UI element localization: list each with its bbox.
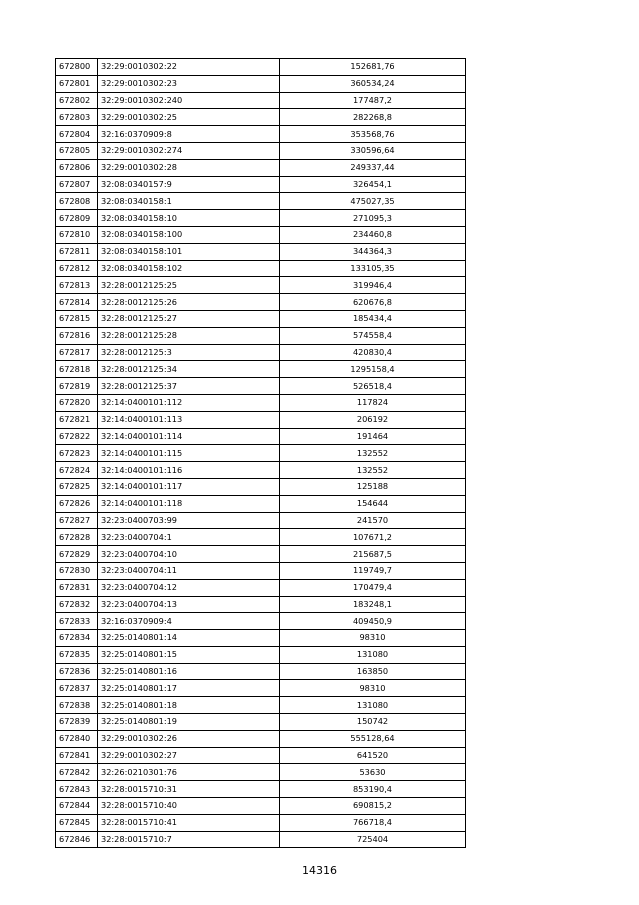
table-row bbox=[56, 613, 466, 630]
cadastral-number-cell: 32:14:0400101:116 bbox=[98, 462, 280, 479]
table-row bbox=[56, 798, 466, 815]
cadastral-number-cell: 32:29:0010302:22 bbox=[98, 59, 280, 76]
cadastral-number-cell: 32:25:0140801:16 bbox=[98, 663, 280, 680]
table-row bbox=[56, 680, 466, 697]
cadastral-number-cell: 32:08:0340158:1 bbox=[98, 193, 280, 210]
value-cell: 53630 bbox=[280, 764, 466, 781]
row-number-cell: 672808 bbox=[56, 193, 98, 210]
value-cell: 177487,2 bbox=[280, 92, 466, 109]
value-cell: 526518,4 bbox=[280, 378, 466, 395]
table-row bbox=[56, 277, 466, 294]
value-cell: 409450,9 bbox=[280, 613, 466, 630]
table-row bbox=[56, 495, 466, 512]
row-number-cell: 672825 bbox=[56, 478, 98, 495]
row-number-cell: 672831 bbox=[56, 579, 98, 596]
table-row bbox=[56, 142, 466, 159]
value-cell: 574558,4 bbox=[280, 327, 466, 344]
table-row bbox=[56, 814, 466, 831]
value-cell: 125188 bbox=[280, 478, 466, 495]
row-number-cell: 672832 bbox=[56, 596, 98, 613]
table-row bbox=[56, 445, 466, 462]
value-cell: 117824 bbox=[280, 394, 466, 411]
value-cell: 690815,2 bbox=[280, 798, 466, 815]
cadastral-number-cell: 32:28:0012125:28 bbox=[98, 327, 280, 344]
cadastral-number-cell: 32:08:0340158:101 bbox=[98, 243, 280, 260]
value-cell: 420830,4 bbox=[280, 344, 466, 361]
cadastral-number-cell: 32:28:0015710:31 bbox=[98, 781, 280, 798]
value-cell: 641520 bbox=[280, 747, 466, 764]
value-cell: 150742 bbox=[280, 714, 466, 731]
table-row bbox=[56, 109, 466, 126]
value-cell: 344364,3 bbox=[280, 243, 466, 260]
table-row bbox=[56, 562, 466, 579]
cadastral-number-cell: 32:16:0370909:8 bbox=[98, 126, 280, 143]
value-cell: 326454,1 bbox=[280, 176, 466, 193]
cadastral-number-cell: 32:16:0370909:4 bbox=[98, 613, 280, 630]
cadastral-number-cell: 32:08:0340158:100 bbox=[98, 226, 280, 243]
row-number-cell: 672820 bbox=[56, 394, 98, 411]
cadastral-number-cell: 32:29:0010302:27 bbox=[98, 747, 280, 764]
table-row bbox=[56, 394, 466, 411]
cadastral-number-cell: 32:26:0210301:76 bbox=[98, 764, 280, 781]
value-cell: 154644 bbox=[280, 495, 466, 512]
row-number-cell: 672811 bbox=[56, 243, 98, 260]
cadastral-number-cell: 32:14:0400101:118 bbox=[98, 495, 280, 512]
row-number-cell: 672827 bbox=[56, 512, 98, 529]
value-cell: 1295158,4 bbox=[280, 361, 466, 378]
row-number-cell: 672803 bbox=[56, 109, 98, 126]
cadastral-number-cell: 32:28:0015710:7 bbox=[98, 831, 280, 848]
table-row bbox=[56, 243, 466, 260]
table-row bbox=[56, 327, 466, 344]
table-row bbox=[56, 92, 466, 109]
cadastral-number-cell: 32:25:0140801:14 bbox=[98, 630, 280, 647]
row-number-cell: 672802 bbox=[56, 92, 98, 109]
value-cell: 620676,8 bbox=[280, 294, 466, 311]
row-number-cell: 672824 bbox=[56, 462, 98, 479]
cadastral-number-cell: 32:28:0012125:25 bbox=[98, 277, 280, 294]
row-number-cell: 672839 bbox=[56, 714, 98, 731]
cadastral-number-cell: 32:29:0010302:240 bbox=[98, 92, 280, 109]
value-cell: 555128,64 bbox=[280, 730, 466, 747]
row-number-cell: 672834 bbox=[56, 630, 98, 647]
table-row bbox=[56, 126, 466, 143]
cadastral-number-cell: 32:28:0012125:34 bbox=[98, 361, 280, 378]
value-cell: 249337,44 bbox=[280, 159, 466, 176]
row-number-cell: 672835 bbox=[56, 646, 98, 663]
value-cell: 206192 bbox=[280, 411, 466, 428]
cadastral-number-cell: 32:08:0340158:102 bbox=[98, 260, 280, 277]
table-body bbox=[56, 59, 466, 848]
value-cell: 152681,76 bbox=[280, 59, 466, 76]
table-row bbox=[56, 193, 466, 210]
value-cell: 132552 bbox=[280, 445, 466, 462]
value-cell: 282268,8 bbox=[280, 109, 466, 126]
table-row bbox=[56, 260, 466, 277]
table-row bbox=[56, 344, 466, 361]
table-row bbox=[56, 310, 466, 327]
value-cell: 98310 bbox=[280, 680, 466, 697]
row-number-cell: 672814 bbox=[56, 294, 98, 311]
table-row bbox=[56, 226, 466, 243]
value-cell: 131080 bbox=[280, 697, 466, 714]
row-number-cell: 672821 bbox=[56, 411, 98, 428]
value-cell: 725404 bbox=[280, 831, 466, 848]
table-row bbox=[56, 529, 466, 546]
row-number-cell: 672806 bbox=[56, 159, 98, 176]
table-row bbox=[56, 579, 466, 596]
row-number-cell: 672818 bbox=[56, 361, 98, 378]
table-row bbox=[56, 462, 466, 479]
cadastral-number-cell: 32:08:0340157:9 bbox=[98, 176, 280, 193]
table-row bbox=[56, 210, 466, 227]
row-number-cell: 672816 bbox=[56, 327, 98, 344]
value-cell: 133105,35 bbox=[280, 260, 466, 277]
table-row bbox=[56, 646, 466, 663]
table-row bbox=[56, 663, 466, 680]
value-cell: 215687,5 bbox=[280, 546, 466, 563]
value-cell: 107671,2 bbox=[280, 529, 466, 546]
row-number-cell: 672815 bbox=[56, 310, 98, 327]
cadastral-number-cell: 32:28:0012125:3 bbox=[98, 344, 280, 361]
row-number-cell: 672837 bbox=[56, 680, 98, 697]
table-row bbox=[56, 75, 466, 92]
value-cell: 353568,76 bbox=[280, 126, 466, 143]
row-number-cell: 672801 bbox=[56, 75, 98, 92]
cadastral-number-cell: 32:29:0010302:28 bbox=[98, 159, 280, 176]
row-number-cell: 672829 bbox=[56, 546, 98, 563]
cadastral-number-cell: 32:14:0400101:112 bbox=[98, 394, 280, 411]
table-row bbox=[56, 596, 466, 613]
table-row bbox=[56, 176, 466, 193]
value-cell: 131080 bbox=[280, 646, 466, 663]
value-cell: 234460,8 bbox=[280, 226, 466, 243]
row-number-cell: 672838 bbox=[56, 697, 98, 714]
cadastral-number-cell: 32:28:0012125:37 bbox=[98, 378, 280, 395]
cadastral-number-cell: 32:29:0010302:274 bbox=[98, 142, 280, 159]
row-number-cell: 672810 bbox=[56, 226, 98, 243]
row-number-cell: 672842 bbox=[56, 764, 98, 781]
value-cell: 119749,7 bbox=[280, 562, 466, 579]
value-cell: 191464 bbox=[280, 428, 466, 445]
table-row bbox=[56, 59, 466, 76]
page-number: 14316 bbox=[302, 864, 337, 877]
value-cell: 330596,64 bbox=[280, 142, 466, 159]
cadastral-number-cell: 32:23:0400703:99 bbox=[98, 512, 280, 529]
cadastral-number-cell: 32:25:0140801:15 bbox=[98, 646, 280, 663]
cadastral-number-cell: 32:25:0140801:19 bbox=[98, 714, 280, 731]
row-number-cell: 672845 bbox=[56, 814, 98, 831]
row-number-cell: 672812 bbox=[56, 260, 98, 277]
row-number-cell: 672841 bbox=[56, 747, 98, 764]
row-number-cell: 672826 bbox=[56, 495, 98, 512]
value-cell: 319946,4 bbox=[280, 277, 466, 294]
row-number-cell: 672836 bbox=[56, 663, 98, 680]
row-number-cell: 672833 bbox=[56, 613, 98, 630]
row-number-cell: 672823 bbox=[56, 445, 98, 462]
row-number-cell: 672809 bbox=[56, 210, 98, 227]
table-row bbox=[56, 781, 466, 798]
value-cell: 163850 bbox=[280, 663, 466, 680]
row-number-cell: 672840 bbox=[56, 730, 98, 747]
row-number-cell: 672807 bbox=[56, 176, 98, 193]
cadastral-number-cell: 32:14:0400101:113 bbox=[98, 411, 280, 428]
table-row bbox=[56, 159, 466, 176]
table-row bbox=[56, 697, 466, 714]
value-cell: 170479,4 bbox=[280, 579, 466, 596]
cadastral-number-cell: 32:14:0400101:114 bbox=[98, 428, 280, 445]
table-row bbox=[56, 294, 466, 311]
cadastral-number-cell: 32:23:0400704:13 bbox=[98, 596, 280, 613]
row-number-cell: 672822 bbox=[56, 428, 98, 445]
row-number-cell: 672805 bbox=[56, 142, 98, 159]
data-table bbox=[55, 58, 466, 848]
cadastral-number-cell: 32:14:0400101:115 bbox=[98, 445, 280, 462]
value-cell: 132552 bbox=[280, 462, 466, 479]
cadastral-number-cell: 32:25:0140801:18 bbox=[98, 697, 280, 714]
value-cell: 360534,24 bbox=[280, 75, 466, 92]
cadastral-number-cell: 32:29:0010302:26 bbox=[98, 730, 280, 747]
cadastral-number-cell: 32:28:0015710:41 bbox=[98, 814, 280, 831]
value-cell: 853190,4 bbox=[280, 781, 466, 798]
table-row bbox=[56, 546, 466, 563]
table-row bbox=[56, 747, 466, 764]
row-number-cell: 672800 bbox=[56, 59, 98, 76]
row-number-cell: 672843 bbox=[56, 781, 98, 798]
value-cell: 98310 bbox=[280, 630, 466, 647]
row-number-cell: 672828 bbox=[56, 529, 98, 546]
cadastral-number-cell: 32:28:0015710:40 bbox=[98, 798, 280, 815]
row-number-cell: 672804 bbox=[56, 126, 98, 143]
table-row bbox=[56, 630, 466, 647]
table-row bbox=[56, 730, 466, 747]
table-row bbox=[56, 411, 466, 428]
cadastral-number-cell: 32:23:0400704:11 bbox=[98, 562, 280, 579]
row-number-cell: 672817 bbox=[56, 344, 98, 361]
row-number-cell: 672813 bbox=[56, 277, 98, 294]
cadastral-number-cell: 32:28:0012125:26 bbox=[98, 294, 280, 311]
table-row bbox=[56, 478, 466, 495]
cadastral-number-cell: 32:23:0400704:12 bbox=[98, 579, 280, 596]
row-number-cell: 672819 bbox=[56, 378, 98, 395]
table-row bbox=[56, 714, 466, 731]
table-row bbox=[56, 512, 466, 529]
cadastral-number-cell: 32:25:0140801:17 bbox=[98, 680, 280, 697]
table-row bbox=[56, 361, 466, 378]
cadastral-number-cell: 32:08:0340158:10 bbox=[98, 210, 280, 227]
table-row bbox=[56, 378, 466, 395]
value-cell: 766718,4 bbox=[280, 814, 466, 831]
value-cell: 185434,4 bbox=[280, 310, 466, 327]
cadastral-number-cell: 32:28:0012125:27 bbox=[98, 310, 280, 327]
value-cell: 241570 bbox=[280, 512, 466, 529]
cadastral-number-cell: 32:29:0010302:23 bbox=[98, 75, 280, 92]
table-row bbox=[56, 764, 466, 781]
cadastral-number-cell: 32:23:0400704:1 bbox=[98, 529, 280, 546]
value-cell: 271095,3 bbox=[280, 210, 466, 227]
row-number-cell: 672846 bbox=[56, 831, 98, 848]
row-number-cell: 672844 bbox=[56, 798, 98, 815]
row-number-cell: 672830 bbox=[56, 562, 98, 579]
cadastral-number-cell: 32:29:0010302:25 bbox=[98, 109, 280, 126]
table-row bbox=[56, 831, 466, 848]
table-row bbox=[56, 428, 466, 445]
cadastral-number-cell: 32:23:0400704:10 bbox=[98, 546, 280, 563]
value-cell: 183248,1 bbox=[280, 596, 466, 613]
value-cell: 475027,35 bbox=[280, 193, 466, 210]
cadastral-number-cell: 32:14:0400101:117 bbox=[98, 478, 280, 495]
